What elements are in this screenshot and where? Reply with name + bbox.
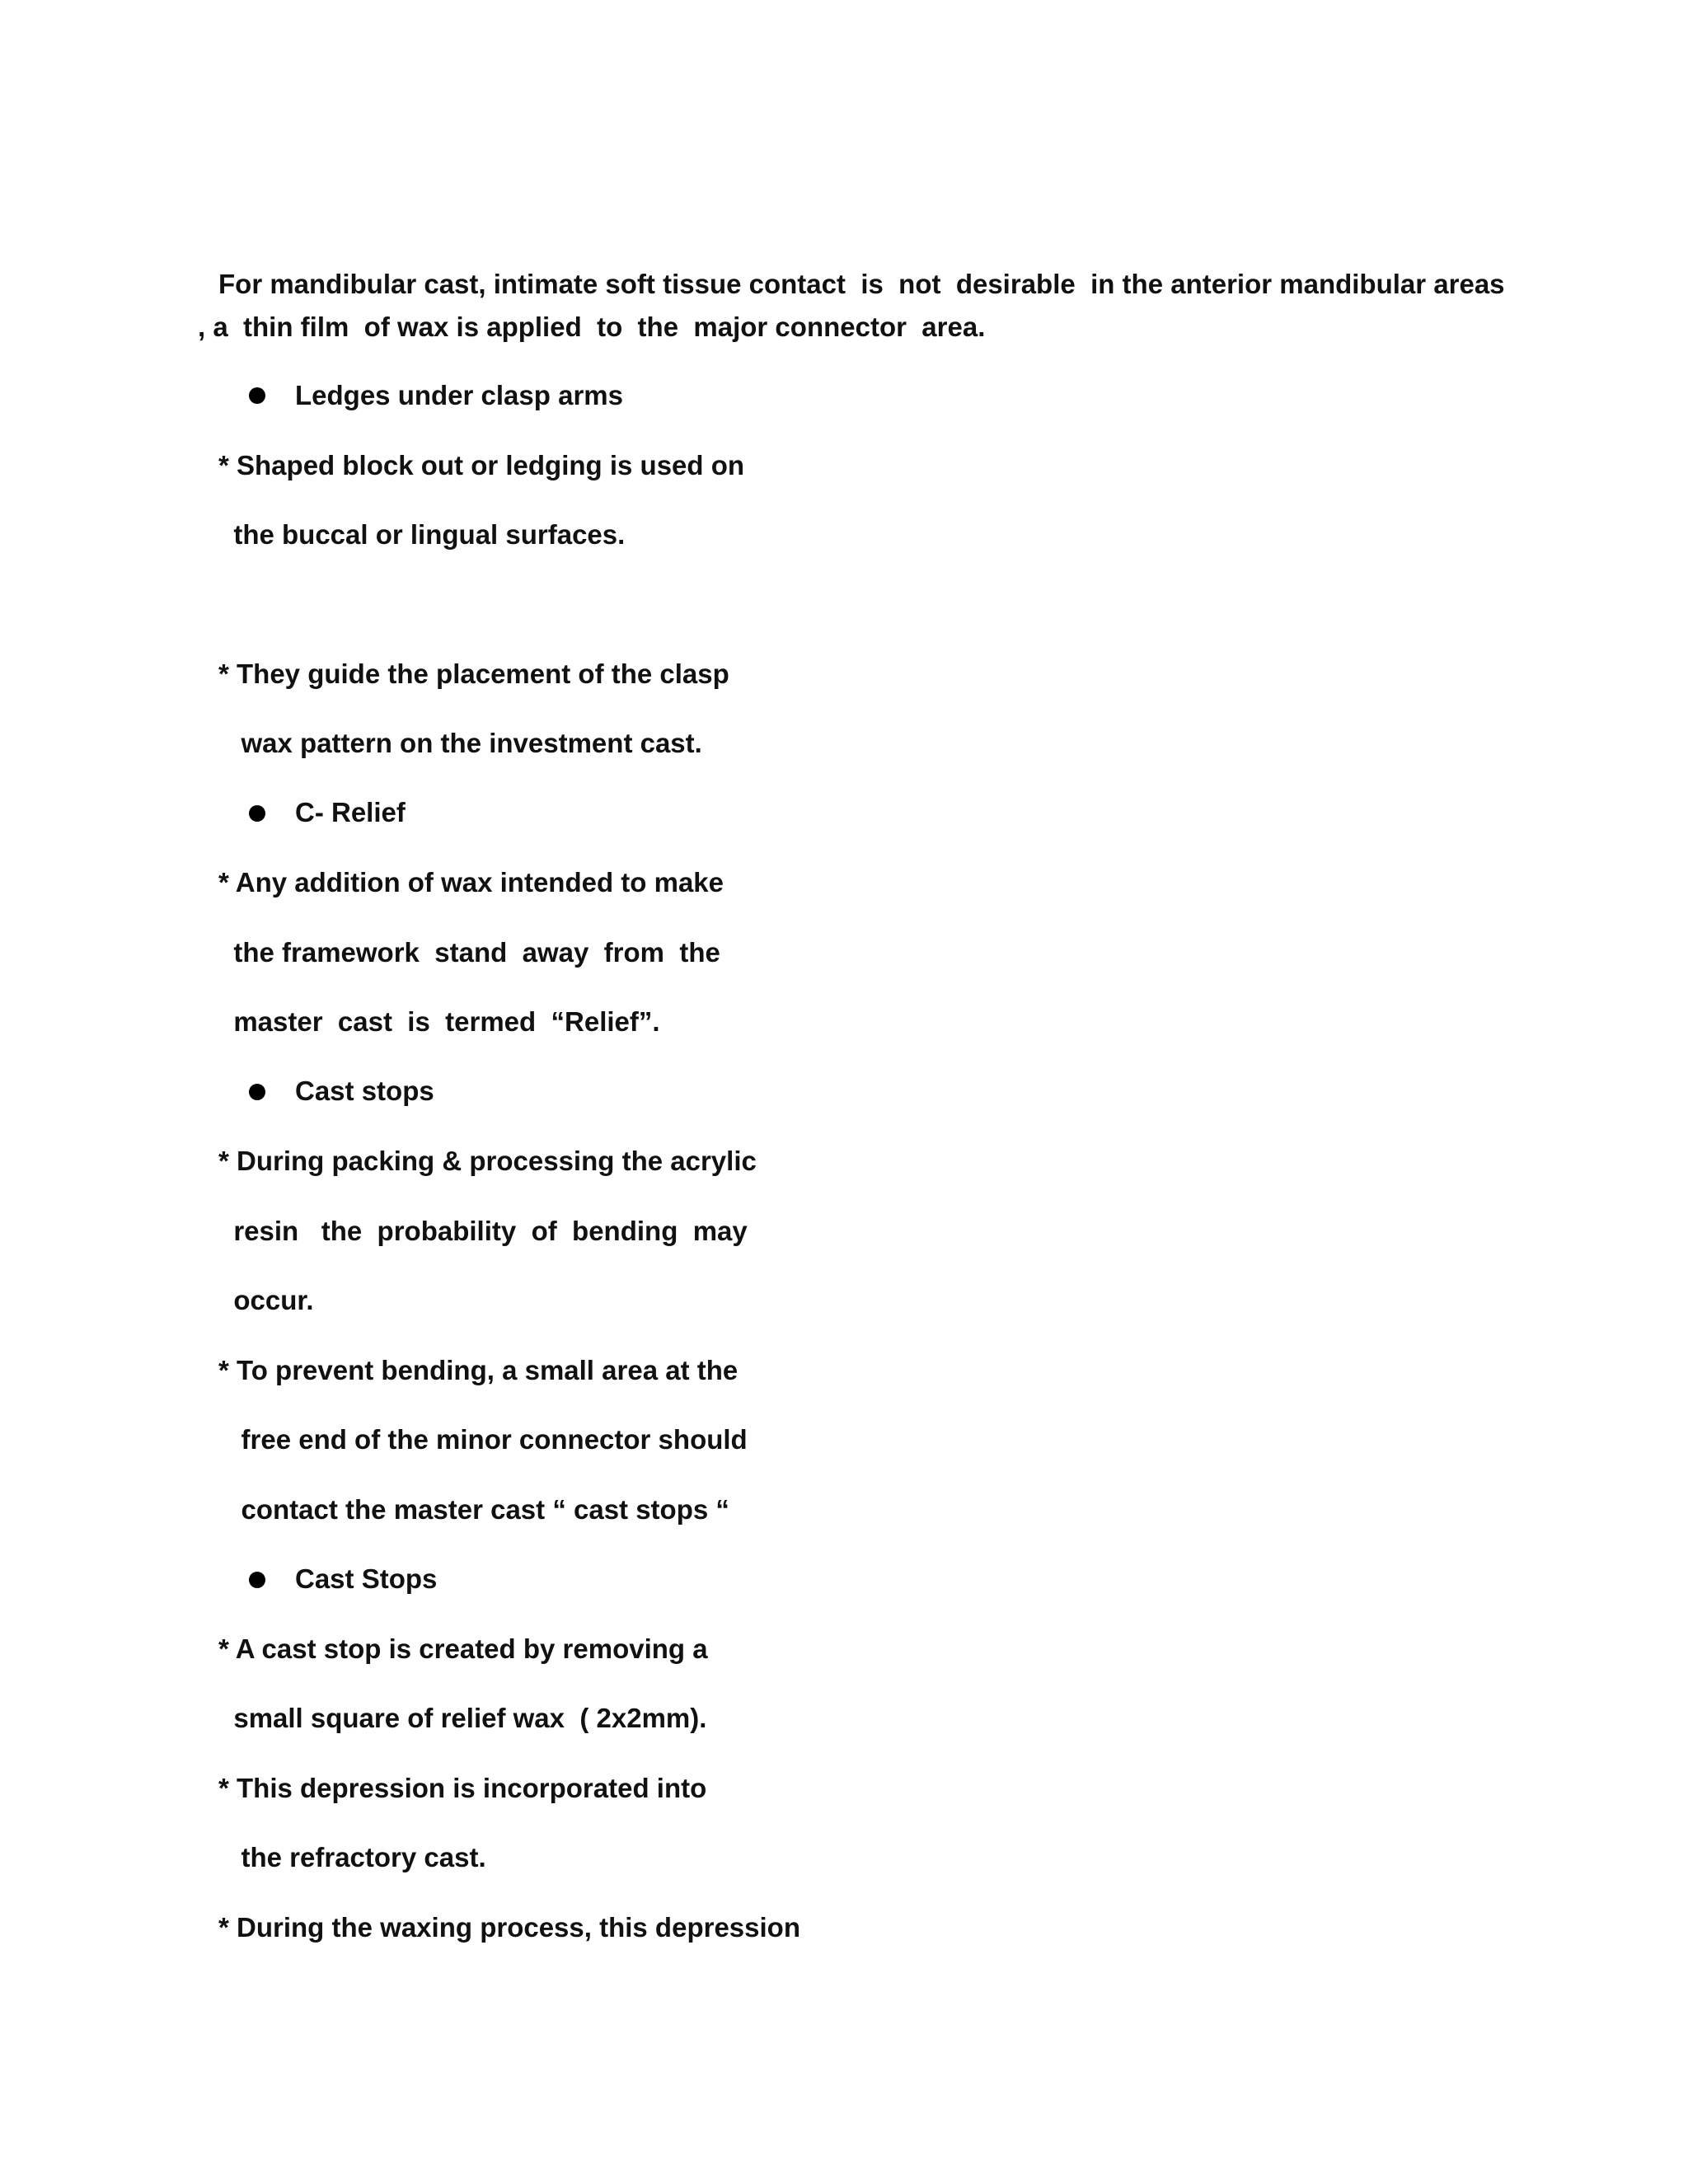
bullet-icon — [249, 805, 265, 822]
section-heading-cast-stops-2: Cast Stops — [295, 1563, 438, 1594]
section-heading-ledges: Ledges under clasp arms — [295, 380, 623, 410]
text-line: * During packing & processing the acrylic — [218, 1146, 757, 1176]
text-line: * Any addition of wax intended to make — [218, 867, 724, 898]
section-heading-cast-stops: Cast stops — [295, 1076, 434, 1106]
text-line: wax pattern on the investment cast. — [218, 728, 702, 758]
text-line: * They guide the placement of the clasp — [218, 658, 729, 689]
text-line: small square of relief wax ( 2x2mm). — [218, 1703, 707, 1733]
bullet-icon — [249, 1084, 265, 1100]
section-heading-c-relief: C- Relief — [295, 797, 406, 827]
text-line: resin the probability of bending may — [218, 1216, 748, 1246]
intro-line-2: , a thin film of wax is applied to the major connector area. — [198, 312, 986, 342]
text-line: master cast is termed “Relief”. — [218, 1006, 660, 1037]
text-line: free end of the minor connector should — [218, 1424, 748, 1455]
text-line: the refractory cast. — [218, 1842, 486, 1872]
bullet-icon — [249, 1572, 265, 1588]
text-line: * A cast stop is created by removing a — [218, 1633, 708, 1664]
text-line: * To prevent bending, a small area at the — [218, 1355, 738, 1385]
bullet-icon — [249, 387, 265, 404]
text-line: the framework stand away from the — [218, 937, 720, 968]
text-line: * This depression is incorporated into — [218, 1773, 707, 1803]
text-line: * During the waxing process, this depression — [218, 1912, 800, 1943]
text-line: the buccal or lingual surfaces. — [218, 519, 626, 550]
text-line: occur. — [218, 1285, 314, 1315]
text-line: contact the master cast “ cast stops “ — [218, 1494, 729, 1525]
text-line: * Shaped block out or ledging is used on — [218, 450, 745, 480]
intro-line-1: For mandibular cast, intimate soft tissue contact is not desirable in the anterior mandibular areas — [218, 269, 1505, 299]
